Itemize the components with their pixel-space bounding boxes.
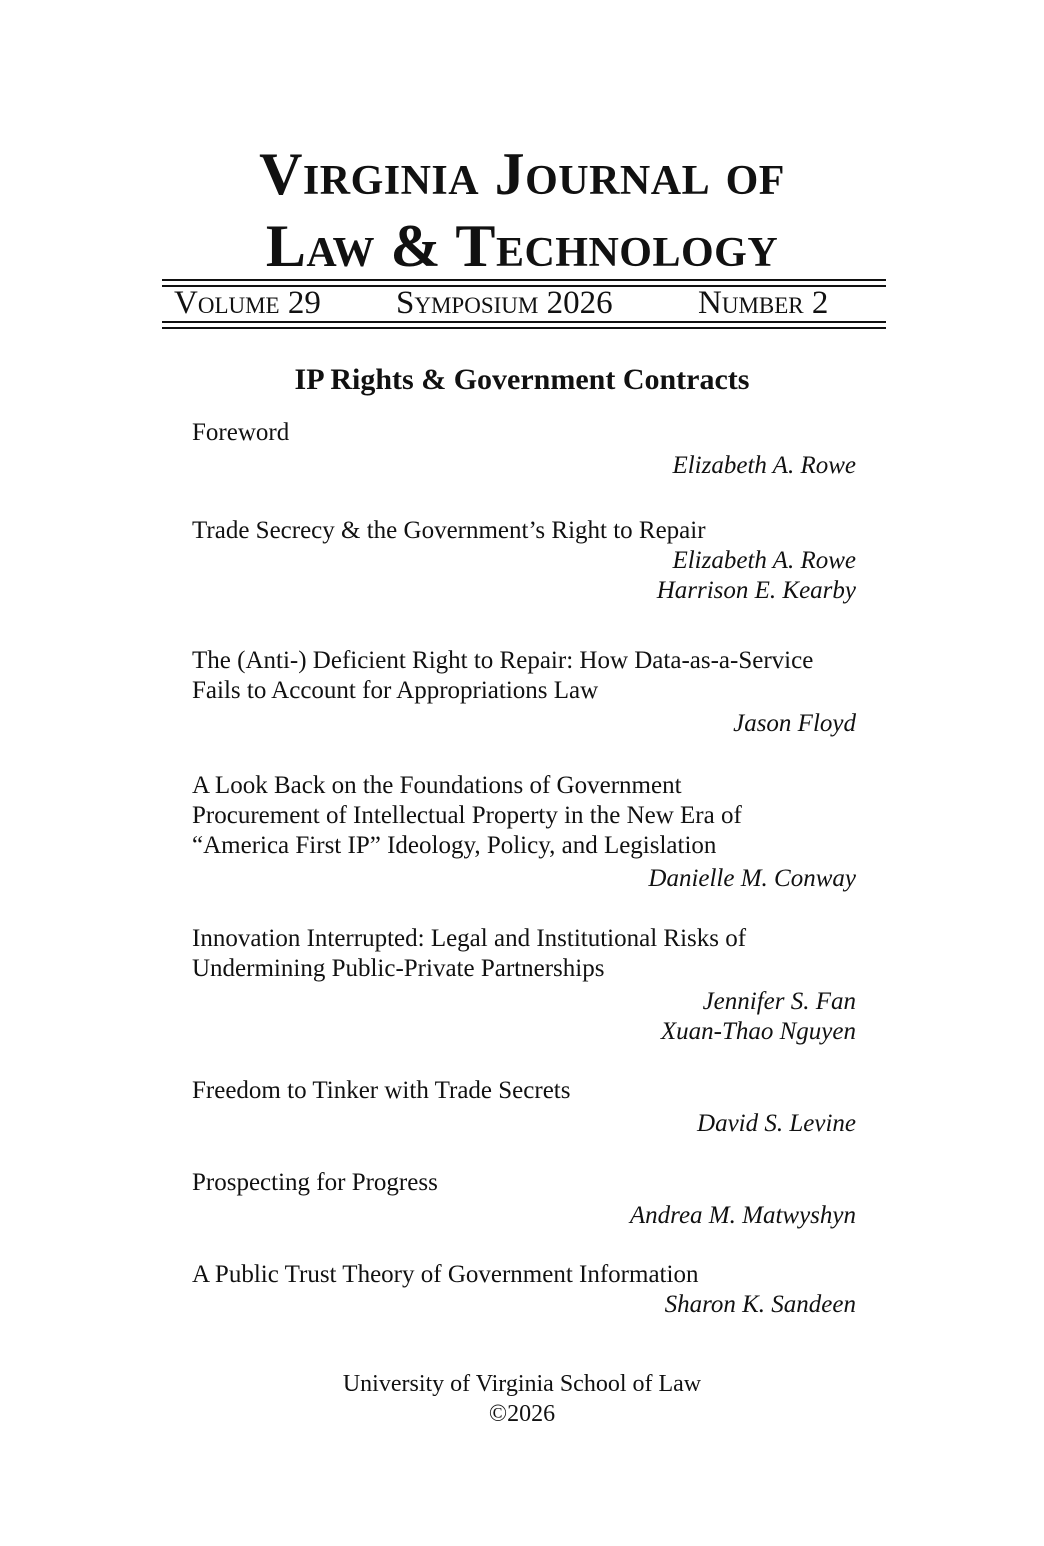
journal-title-line-1: Virginia Journal of: [259, 141, 785, 207]
journal-title-line-2: Law & Technology: [265, 213, 779, 279]
section-heading: IP Rights & Government Contracts: [294, 363, 750, 396]
journal-title: [0, 138, 1044, 282]
article-author: Harrison E. Kearby: [656, 577, 856, 604]
article-author: Danielle M. Conway: [648, 865, 856, 892]
article-title: Fails to Account for Appropriations Law: [192, 677, 599, 704]
article-title: Prospecting for Progress: [192, 1169, 438, 1196]
toc-entry: [192, 771, 856, 894]
issue-line: [162, 283, 886, 323]
issue-symposium: Symposium 2026: [396, 285, 613, 321]
article-author: Xuan-Thao Nguyen: [660, 1018, 856, 1045]
issue-number: Number 2: [698, 285, 829, 321]
toc-entry: [192, 1168, 856, 1231]
article-author: Jennifer S. Fan: [702, 988, 856, 1015]
header-rule-bottom-inner: [162, 321, 886, 323]
toc-entry: [192, 1076, 856, 1139]
article-title: A Public Trust Theory of Government Information: [192, 1261, 699, 1288]
article-title: Procurement of Intellectual Property in the New Era of: [192, 802, 742, 829]
article-author: Elizabeth A. Rowe: [672, 547, 856, 574]
toc-entry: [192, 1260, 856, 1320]
article-author: Sharon K. Sandeen: [664, 1291, 856, 1318]
article-title: Trade Secrecy & the Government’s Right to Repair: [192, 517, 706, 544]
footer: [0, 1369, 1044, 1429]
copyright: ©2026: [488, 1401, 556, 1427]
header-rule-top: [162, 279, 886, 281]
article-title: A Look Back on the Foundations of Government: [192, 772, 682, 799]
header-rule-bottom: [162, 327, 886, 329]
article-title: The (Anti-) Deficient Right to Repair: How Data-as-a-Service: [192, 647, 814, 674]
article-author: Jason Floyd: [733, 710, 856, 737]
article-title: Undermining Public-Private Partnerships: [192, 955, 605, 982]
article-author: David S. Levine: [697, 1110, 856, 1137]
toc-entry: [192, 924, 856, 1047]
article-title: Innovation Interrupted: Legal and Institutional Risks of: [192, 925, 747, 952]
article-title: “America First IP” Ideology, Policy, and Legislation: [192, 832, 717, 859]
article-author: Elizabeth A. Rowe: [672, 452, 856, 479]
article-title: Foreword: [192, 419, 290, 446]
toc-entry: [192, 418, 856, 481]
article-author: Andrea M. Matwyshyn: [629, 1202, 856, 1229]
issue-volume: Volume 29: [174, 285, 321, 321]
toc-entry: [192, 646, 856, 739]
toc-entry: [192, 516, 856, 606]
article-title: Freedom to Tinker with Trade Secrets: [192, 1077, 571, 1104]
publisher: University of Virginia School of Law: [342, 1371, 702, 1397]
